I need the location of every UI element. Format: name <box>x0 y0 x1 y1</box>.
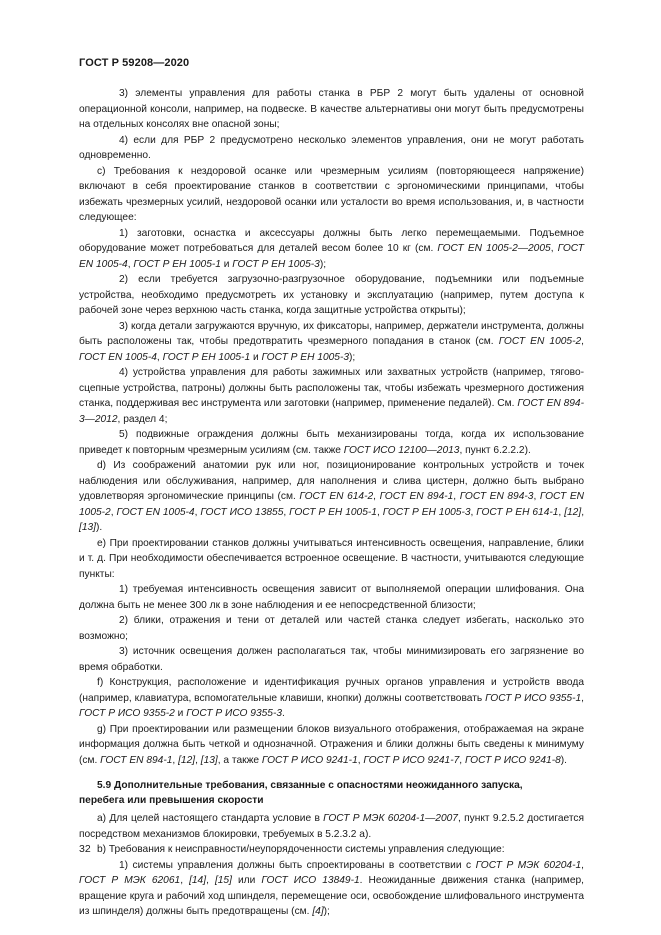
page-number: 32 <box>79 843 91 855</box>
section-heading <box>79 778 584 808</box>
paragraph: 1) требуемая интенсивность освещения зависит от выполняемой операции шлифования. Она должна быть не менее 300 лк в зоне наблюдения и ее непосредственной близости; <box>79 584 584 611</box>
paragraph: 2) блики, отражения и тени от деталей или частей станка следует избегать, насколько это возможно; <box>79 615 584 642</box>
paragraph: 4) устройства управления для работы зажимных или захватных устройств (например, тягово-сцепные устройства, патроны) должны быть расположены так, чтобы избежать чрезмерного достижения станка, поддерживая вес инструмента или заготовки (например, применение педалей). См. ГОСТ EN 894-3—2012, раздел 4; <box>79 367 584 425</box>
paragraph: 3) элементы управления для работы станка в РБР 2 могут быть удалены от основной операционной консоли, например, на подвеске. В качестве альтернативы они могут быть предусмотрены на отдельных консолях вне опасной зоны; <box>79 88 584 130</box>
paragraph: с) Требования к нездоровой осанке или чрезмерным усилиям (повторяющееся напряжение) включают в себя проектирование станков в соответствии с эргономическими принципами, чтобы избежать чрезмерных усилий, нездоровой осанки или усталости во время использования, и, в частности следующее: <box>79 165 584 223</box>
section-heading-line2: перебега или превышения скорости <box>79 795 264 806</box>
paragraph: а) Для целей настоящего стандарта условие в ГОСТ Р МЭК 60204-1—2007, пункт 9.2.5.2 достигается посредством механизмов блокировки, требуемых в 5.2.3.2 а). <box>79 813 584 840</box>
document-body <box>79 86 584 920</box>
paragraph: 1) системы управления должны быть спроектированы в соответствии с ГОСТ Р МЭК 60204-1, ГОСТ Р МЭК 62061, [14], [15] или ГОСТ ИСО 13849-1. Неожиданные движения станка (например, вращение круга и рабочий ход шпинделя, перемещение оси, освобождение шлифовального инструмента из шпинделя) должны быть предотвращены (см. [4]); <box>79 859 584 917</box>
paragraph: f) Конструкция, расположение и идентификация ручных органов управления и устройств ввода (например, клавиатура, вспомогательные клавиши, кнопки) должны соответствовать ГОСТ Р ИСО 9355-1, ГОСТ Р ИСО 9355-2 и ГОСТ Р ИСО 9355-3. <box>79 677 584 719</box>
paragraph: 5) подвижные ограждения должны быть механизированы тогда, когда их использование приведет к повторным чрезмерным усилиям (см. также ГОСТ ИСО 12100—2013, пункт 6.2.2.2). <box>79 429 584 456</box>
paragraph: 4) если для РБР 2 предусмотрено несколько элементов управления, они не могут работать одновременно. <box>79 134 584 161</box>
paragraph: 3) источник освещения должен располагаться так, чтобы минимизировать его загрязнение во время обработки. <box>79 646 584 673</box>
paragraph: b) Требования к неисправности/неупорядоченности системы управления следующие: <box>97 844 505 855</box>
paragraph: 1) заготовки, оснастка и аксессуары должны быть легко перемещаемыми. Подъемное оборудование может потребоваться для деталей весом более 10 кг (см. ГОСТ EN 1005-2—2005, ГОСТ EN 1005-4, ГОСТ Р ЕН 1005-1 и ГОСТ Р ЕН 1005-3); <box>79 227 584 270</box>
paragraph: d) Из соображений анатомии рук или ног, позиционирование контрольных устройств и точек наблюдения или обслуживания, например, для наполнения и слива цистерн, должно быть выбрано удовлетворяя эргономические принципы (см. ГОСТ EN 614-2, ГОСТ EN 894-1, ГОСТ EN 894-3, ГОСТ EN 1005-2, ГОСТ EN 1005-4, ГОСТ ИСО 13855, ГОСТ Р ЕН 1005-1, ГОСТ Р ЕН 1005-3, ГОСТ Р ЕН 614-1, [12], [13]). <box>79 460 585 533</box>
paragraph: 3) когда детали загружаются вручную, их фиксаторы, например, держатели инструмента, должны быть расположены так, чтобы предотвратить чрезмерного попадания в станок (см. ГОСТ EN 1005-2, ГОСТ EN 1005-4, ГОСТ Р ЕН 1005-1 и ГОСТ Р ЕН 1005-3); <box>79 320 584 363</box>
paragraph: g) При проектировании или размещении блоков визуального отображения, отображаемая на экране информация должна быть четкой и однозначной. Отражения и блики должны быть сведены к минимуму (см. ГОСТ EN 894-1, [12], [13], а также ГОСТ Р ИСО 9241-1, ГОСТ Р ИСО 9241-7, ГОСТ Р ИСО 9241-8). <box>79 723 584 766</box>
document-header: ГОСТ Р 59208—2020 <box>79 57 190 69</box>
section-heading-line1: 5.9 Дополнительные требования, связанные с опасностями неожиданного запуска, <box>97 780 523 791</box>
paragraph: 2) если требуется загрузочно-разгрузочное оборудование, подъемники или подъемные устройства, необходимо предусмотреть их установку и эксплуатацию (например, путем доступа к рабочей зоне через верхнюю часть станка, когда защитные устройства открыты); <box>79 274 584 316</box>
paragraph: е) При проектировании станков должны учитываться интенсивность освещения, направление, блики и т. д. При необходимости обеспечивается встроенное освещение. В частности, учитываются следующие пункты: <box>79 537 584 580</box>
